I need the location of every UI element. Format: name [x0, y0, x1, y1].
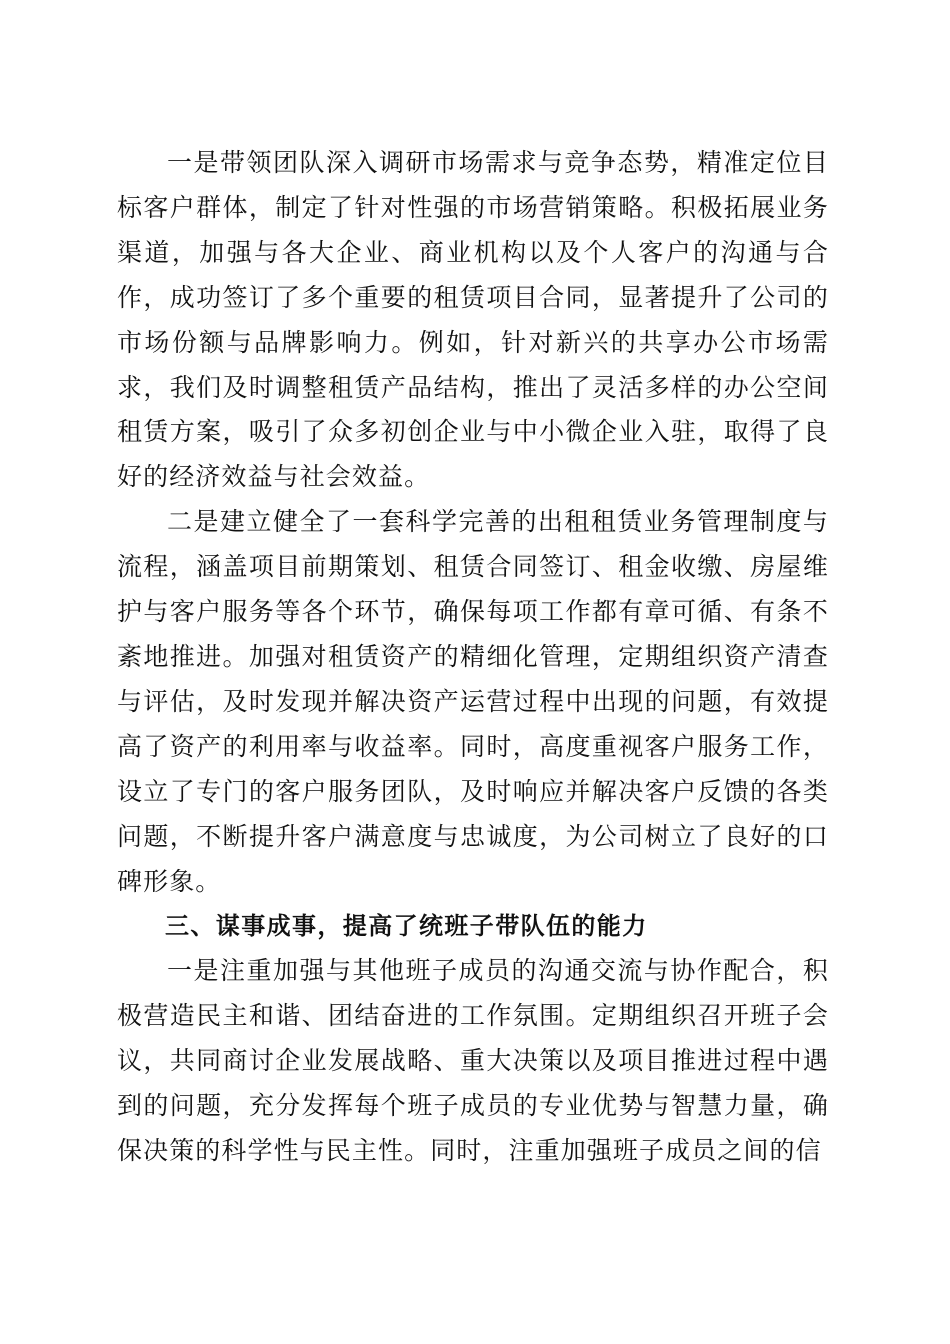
- paragraph-management-system: 二是建立健全了一套科学完善的出租租赁业务管理制度与流程，涵盖项目前期策划、租赁合同签订、租金收缴、房屋维护与客户服务等各个环节，确保每项工作都有章可循、有条不紊地推进。加强对租赁资产的精细化管理，定期组织资产清查与评估，及时发现并解决资产运营过程中出现的问题，有效提高了资产的利用率与收益率。同时，高度重视客户服务工作，设立了专门的客户服务团队，及时响应并解决客户反馈的各类问题，不断提升客户满意度与忠诚度，为公司树立了良好的口碑形象。: [117, 507, 829, 896]
- paragraph-team-collaboration: 一是注重加强与其他班子成员的沟通交流与协作配合，积极营造民主和谐、团结奋进的工作氛围。定期组织召开班子会议，共同商讨企业发展战略、重大决策以及项目推进过程中遇到的问题，充分发挥每个班子成员的专业优势与智慧力量，确保决策的科学性与民主性。同时，注重加强班子成员之间的信: [117, 956, 829, 1165]
- document-body: [117, 141, 829, 1174]
- paragraph-market-strategy: 一是带领团队深入调研市场需求与竞争态势，精准定位目标客户群体，制定了针对性强的市场营销策略。积极拓展业务渠道，加强与各大企业、商业机构以及个人客户的沟通与合作，成功签订了多个重要的租赁项目合同，显著提升了公司的市场份额与品牌影响力。例如，针对新兴的共享办公市场需求，我们及时调整租赁产品结构，推出了灵活多样的办公空间租赁方案，吸引了众多初创企业与中小微企业入驻，取得了良好的经济效益与社会效益。: [117, 148, 829, 492]
- section-heading: 三、谋事成事，提高了统班子带队伍的能力: [165, 912, 648, 941]
